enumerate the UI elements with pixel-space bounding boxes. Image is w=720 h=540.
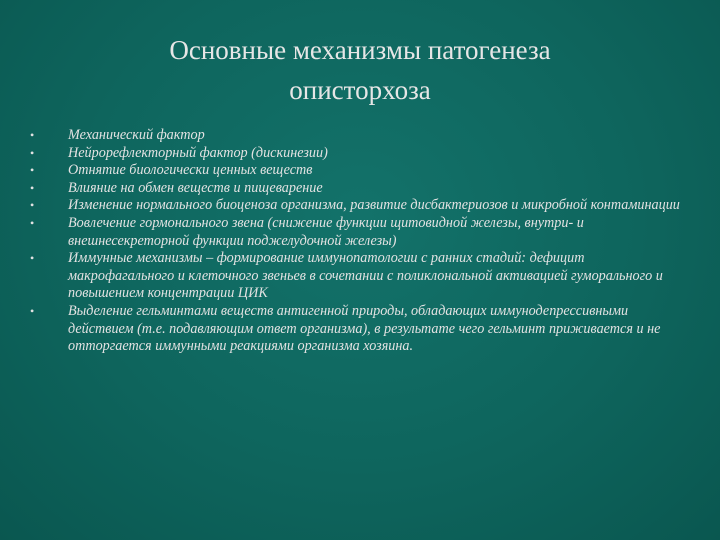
list-item xyxy=(30,215,680,250)
list-item-text: Изменение нормального биоценоза организма, развитие дисбактериозов и микробной контаминации xyxy=(68,197,680,214)
list-item-text: Механический фактор xyxy=(68,127,205,143)
bullet-icon: • xyxy=(30,251,35,266)
bullet-icon: • xyxy=(30,128,35,142)
list-item xyxy=(30,250,680,303)
slide-title-line-1: Основные механизмы патогенеза xyxy=(169,35,551,65)
list-item-text: Выделение гельминтами веществ антигенной природы, обладающих иммунодепрессивными действием (т.е. подавляющим ответ организма), в результате чего гельминт приживается и не отторгается иммунными реакциями организма хозяина. xyxy=(68,302,661,355)
list-item xyxy=(30,197,680,215)
list-item xyxy=(30,303,680,356)
bullet-icon: • xyxy=(30,303,35,318)
slide-title-line-2: описторхоза xyxy=(289,75,431,105)
bullet-icon: • xyxy=(30,215,35,230)
list-item-text: Влияние на обмен веществ и пищеварение xyxy=(68,179,323,196)
bullet-icon: • xyxy=(30,198,35,213)
bullet-list xyxy=(30,127,680,356)
list-item-text: Отнятие биологически ценных веществ xyxy=(68,162,313,179)
list-item-text: Иммунные механизмы – формирование иммунопатологии с ранних стадий: дефицит макрофагального и клеточного звеньев в сочетании с поликлональной активацией гуморального и повышением концентрации ЦИК xyxy=(68,250,663,302)
bullet-icon: • xyxy=(30,145,35,160)
list-item-text: Вовлечение гормонального звена (снижение функции щитовидной железы, внутри- и внешнесекреторной функции поджелудочной железы) xyxy=(68,214,584,249)
list-item xyxy=(30,127,680,145)
bullet-icon: • xyxy=(30,163,35,178)
list-item xyxy=(30,180,680,198)
bullet-icon: • xyxy=(30,180,35,195)
list-item xyxy=(30,145,680,163)
slide-title xyxy=(60,30,660,110)
list-item-text: Нейрорефлекторный фактор (дискинезии) xyxy=(68,144,328,161)
list-item xyxy=(30,162,680,180)
